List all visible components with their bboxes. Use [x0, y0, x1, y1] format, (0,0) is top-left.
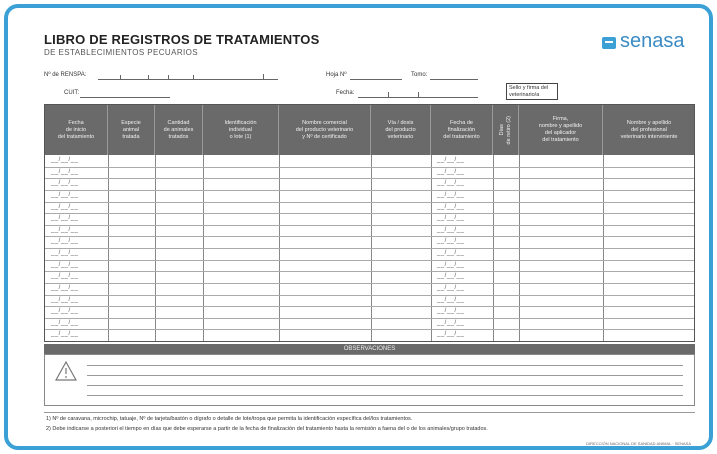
- start-date-placeholder[interactable]: __/__/__: [51, 226, 79, 233]
- table-row: [45, 202, 694, 203]
- table-header: [45, 105, 694, 155]
- end-date-placeholder[interactable]: __/__/__: [437, 319, 465, 326]
- start-date-placeholder[interactable]: __/__/__: [51, 215, 79, 222]
- header-fecha-fin: Fecha de finalización del tratamiento: [431, 105, 493, 155]
- observaciones-box[interactable]: [44, 354, 695, 406]
- start-date-placeholder[interactable]: __/__/__: [51, 273, 79, 280]
- table-row: [45, 260, 694, 261]
- header-cantidad: Cantidad de animales tratados: [155, 105, 203, 155]
- table-row: [45, 225, 694, 226]
- cuit-label: CUIT:: [64, 90, 79, 96]
- table-row: [45, 213, 694, 214]
- end-date-placeholder[interactable]: __/__/__: [437, 250, 465, 256]
- start-date-placeholder[interactable]: __/__/__: [51, 250, 79, 256]
- start-date-placeholder[interactable]: __/__/__: [51, 168, 79, 175]
- start-date-placeholder[interactable]: __/__/__: [51, 191, 79, 198]
- end-date-placeholder[interactable]: __/__/__: [437, 215, 465, 222]
- start-date-placeholder[interactable]: __/__/__: [51, 203, 79, 210]
- end-date-placeholder[interactable]: __/__/__: [437, 180, 465, 187]
- start-date-placeholder[interactable]: __/__/__: [51, 319, 79, 326]
- table-row: [45, 306, 694, 307]
- observaciones-line: [87, 365, 683, 366]
- start-date-placeholder[interactable]: __/__/__: [51, 331, 79, 338]
- cuit-field[interactable]: [80, 97, 170, 98]
- renspa-field[interactable]: [98, 79, 278, 80]
- header-producto: Nombre comercial del producto veterinario y Nº de certificado: [279, 105, 371, 155]
- renspa-label: Nº de RENSPA:: [44, 72, 87, 78]
- treatment-register-table: [44, 104, 695, 342]
- start-date-placeholder[interactable]: __/__/__: [51, 261, 79, 268]
- tomo-label: Tomo:: [411, 72, 428, 78]
- end-date-placeholder[interactable]: __/__/__: [437, 168, 465, 175]
- table-row: [45, 248, 694, 249]
- start-date-placeholder[interactable]: __/__/__: [51, 284, 79, 291]
- end-date-placeholder[interactable]: __/__/__: [437, 157, 465, 163]
- observaciones-line: [87, 375, 683, 376]
- end-date-placeholder[interactable]: __/__/__: [437, 203, 465, 210]
- start-date-placeholder[interactable]: __/__/__: [51, 308, 79, 315]
- fecha-label: Fecha:: [336, 90, 355, 96]
- table-row: [45, 190, 694, 191]
- fecha-field[interactable]: [358, 97, 478, 98]
- end-date-placeholder[interactable]: __/__/__: [437, 261, 465, 268]
- end-date-placeholder[interactable]: __/__/__: [437, 284, 465, 291]
- table-row: [45, 178, 694, 179]
- table-row: [45, 271, 694, 272]
- logo-mark-icon: [602, 37, 616, 49]
- table-row: [45, 283, 694, 284]
- end-date-placeholder[interactable]: __/__/__: [437, 296, 465, 303]
- start-date-placeholder[interactable]: __/__/__: [51, 238, 79, 245]
- observaciones-line: [87, 385, 683, 386]
- table-row: [45, 236, 694, 237]
- header-profesional: Nombre y apellido del profesional veterinario interviniente: [620, 119, 678, 140]
- header-identificacion: Identificación individual o lote (1): [203, 105, 279, 155]
- hoja-field[interactable]: [350, 79, 402, 80]
- table-row: [45, 318, 694, 319]
- start-date-placeholder[interactable]: __/__/__: [51, 296, 79, 303]
- table-row: [45, 167, 694, 168]
- tomo-field[interactable]: [430, 79, 478, 80]
- end-date-placeholder[interactable]: __/__/__: [437, 308, 465, 315]
- observaciones-header: OBSERVACIONES: [44, 344, 695, 354]
- footnote-1: 1) Nº de caravana, microchip, tatuaje, Nº de tarjeta/bastón o dígrafo o detalle de lote/tropa que permita la identificación específica del/los tratamientos.: [46, 416, 413, 422]
- header-dias-retiro: Días de retiro (2): [493, 105, 519, 155]
- observaciones-line: [87, 395, 683, 396]
- hoja-label: Hoja Nº: [326, 72, 347, 78]
- start-date-placeholder[interactable]: __/__/__: [51, 180, 79, 187]
- footnote-2: 2) Debe indicarse a posteriori el tiempo en días que debe esperarse a partir de la fecha de finalización del tratamiento hasta la remisión a faena del o de los animales/grupo tratados.: [46, 426, 488, 432]
- footnotes: [44, 412, 695, 446]
- end-date-placeholder[interactable]: __/__/__: [437, 238, 465, 245]
- end-date-placeholder[interactable]: __/__/__: [437, 273, 465, 280]
- end-date-placeholder[interactable]: __/__/__: [437, 226, 465, 233]
- document-title: LIBRO DE REGISTROS DE TRATAMIENTOS: [44, 32, 320, 47]
- credit-line: DIRECCIÓN NACIONAL DE SANIDAD ANIMAL · SENASA: [586, 441, 691, 446]
- sello-box: Sello y firma del veterinario/a: [506, 83, 558, 100]
- end-date-placeholder[interactable]: __/__/__: [437, 191, 465, 198]
- start-date-placeholder[interactable]: __/__/__: [51, 157, 79, 163]
- table-row: [45, 329, 694, 330]
- warning-icon: [55, 361, 77, 381]
- end-date-placeholder[interactable]: __/__/__: [437, 331, 465, 338]
- senasa-logo: [602, 32, 702, 58]
- table-row: [45, 295, 694, 296]
- header-via-dosis: Vía / dosis del producto veterinario: [371, 105, 431, 155]
- header-especie: Especie animal tratada: [108, 105, 155, 155]
- document-subtitle: DE ESTABLECIMIENTOS PECUARIOS: [44, 48, 199, 57]
- header-firma-aplicador: Firma, nombre y apellido del aplicador del tratamiento: [519, 105, 603, 155]
- document-frame: [4, 4, 713, 450]
- logo-name: senasa: [620, 30, 685, 52]
- header-fecha-inicio: Fecha de inicio del tratamiento: [45, 105, 108, 155]
